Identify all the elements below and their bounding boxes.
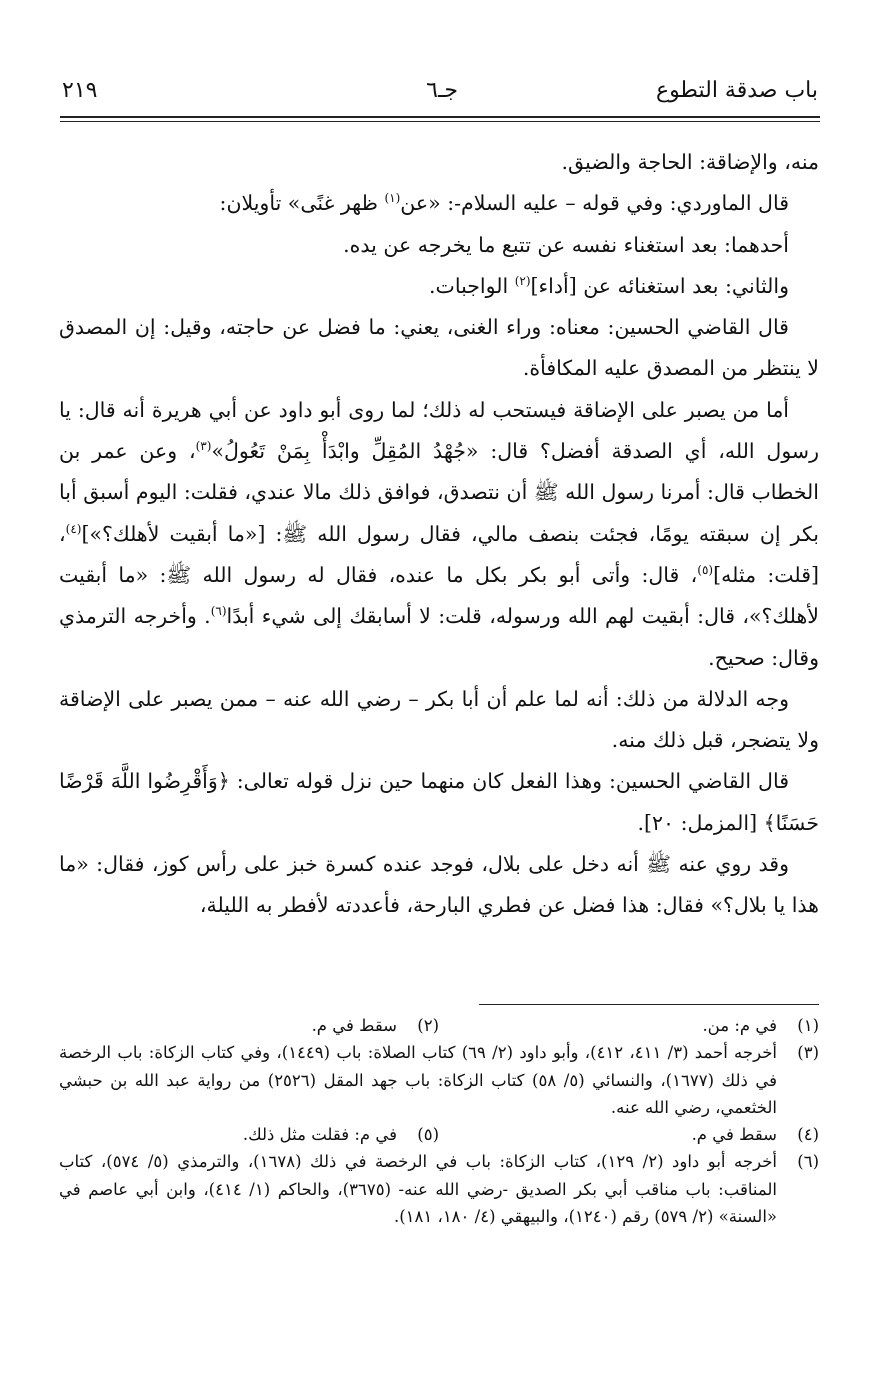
paragraph: قال القاضي الحسين: وهذا الفعل كان منهما حين نزل قوله تعالى: ﴿وَأَقْرِضُوا اللَّهَ قَرْضًا حَسَنًا﴾ [المزمل: ٢٠]. [59,769,819,835]
footnote-ref[interactable]: (٦) [210,604,227,619]
footnote: (٣) أخرجه أحمد (٣/ ٤١١، ٤١٢)، وأبو داود (٢/ ٦٩) كتاب الصلاة: باب (١٤٤٩)، وفي كتاب الزكاة: باب الرخصة في ذلك (١٦٧٧)، والنسائي (٥/ ٥٨) كتاب الزكاة: باب جهد المقل (٢٥٢٦) من رواية عبد الله بن حبشي الخثعمي، رضي الله عنه. [59,1043,819,1117]
header-rule-thick [60,116,820,118]
footnote: (٦) أخرجه أبو داود (٢/ ١٢٩)، كتاب الزكاة: باب في الرخصة في ذلك (١٦٧٨)، والترمذي (٥/ ٥٧٤)، كتاب المناقب: باب مناقب أبي بكر الصديق -رضي الله عنه- (٣٦٧٥)، والحاكم (١/ ٤١٤)، وابن أبي عاصم في «السنة» (٢/ ٥٧٩) رقم (١٢٤٠)، والبيهقي (٤/ ١٨٠، ١٨١). [59,1152,819,1227]
running-header [62,74,818,114]
footnote-row [59,1012,819,1039]
footnote-row [59,1121,819,1148]
footnote-ref[interactable]: (٣) [195,439,212,454]
volume-label: جـ٦ [426,78,458,103]
paragraph: والثاني: بعد استغنائه عن [أداء]$^{(٢)}$ الواجبات. [429,273,789,298]
paragraph: أحدهما: بعد استغناء نفسه عن تتبع ما يخرجه عن يده. [343,232,789,257]
page-number: ٢١٩ [62,78,98,103]
footnote: (١) في م: من. [702,1016,819,1035]
footnote: (٢) سقط في م. [311,1016,439,1035]
paragraph: أما من يصبر على الإضاقة فيستحب له ذلك؛ لما روى أبو داود عن أبي هريرة أنه قال: يا رسول الله، أي الصدقة أفضل؟ قال: «جُهْدُ المُقِلِّ وابْدَأْ بِمَنْ تَعُولُ»$^{(٣)}$، وعن عمر بن الخطاب قال: أمرنا رسول الله ﷺ أن نتصدق، فوافق ذلك مالا عندي، فقلت: اليوم أسبق أبا بكر إن سبقته يومًا، فجئت بنصف مالي، فقال رسول الله ﷺ: [«ما أبقيت لأهلك؟»]$^{(٤)}$، [قلت: مثله]$^{(٥)}$، قال: وأتى أبو بكر بكل ما عنده، فقال له رسول الله ﷺ: «ما أبقيت لأهلك؟»، قال: أبقيت لهم الله ورسوله، قلت: لا أسابقك إلى شيء أبدًا$^{(٦)}$. وأخرجه الترمذي وقال: صحيح. [59,397,819,670]
footnote-ref[interactable]: (٥) [697,563,714,578]
footnote-ref[interactable]: (٢) [514,274,531,289]
footnote-separator [479,1004,819,1005]
footnote-ref[interactable]: (٤) [65,521,82,536]
main-text [59,142,819,927]
header-rule-thin [60,121,820,122]
paragraph: قال القاضي الحسين: معناه: وراء الغنى، يعني: ما فضل عن حاجته، وقيل: إن المصدق لا ينتظر من المصدق عليه المكافأة. [59,315,819,381]
footnote: (٥) في م: فقلت مثل ذلك. [242,1125,439,1145]
paragraph: منه، والإضاقة: الحاجة والضيق. [561,150,819,174]
footnotes [59,1012,819,1230]
footnote: (٤) سقط في م. [691,1125,819,1145]
paragraph: وقد روي عنه ﷺ أنه دخل على بلال، فوجد عنده كسرة خبز على رأس كوز، فقال: «ما هذا يا بلال؟» فقال: هذا فضل عن فطري البارحة، فأعددته لأفطر به الليلة، [59,852,819,918]
paragraph: وجه الدلالة من ذلك: أنه لما علم أن أبا بكر – رضي الله عنه – ممن يصبر على الإضاقة ولا يتضجر، قبل ذلك منه. [59,686,819,753]
paragraph: قال الماوردي: وفي قوله – عليه السلام-: «عن$^{(١)}$ ظهر غنًى» تأويلان: [219,191,789,216]
chapter-title: باب صدقة التطوع [655,78,818,103]
footnote-ref[interactable]: (١) [384,191,401,206]
